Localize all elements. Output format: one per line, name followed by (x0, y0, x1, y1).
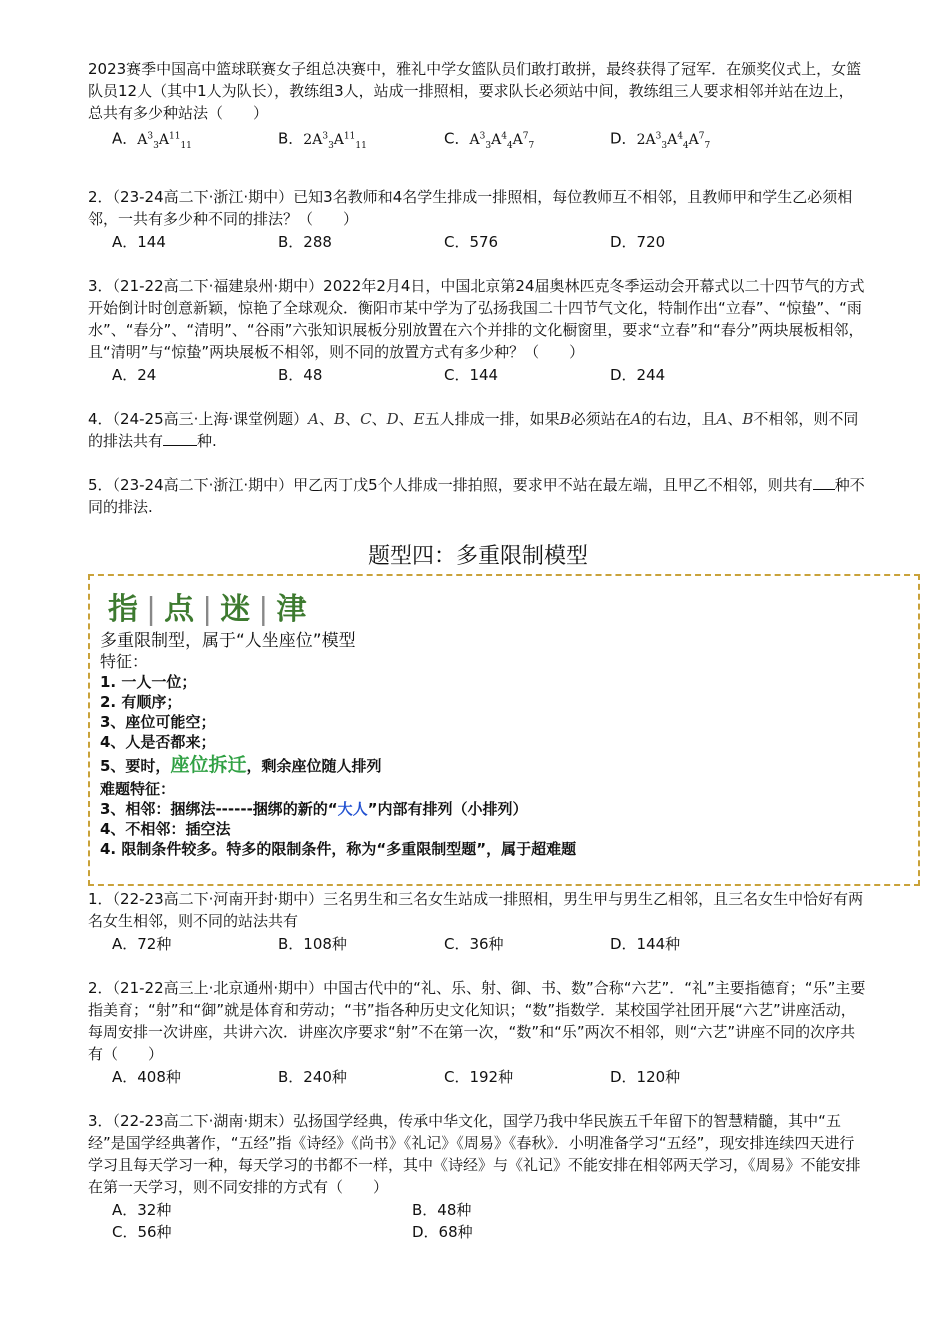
option-b[interactable]: B．48种 (412, 1201, 472, 1219)
option-b[interactable]: B．240种 (278, 1068, 347, 1086)
question-2 (88, 275, 868, 386)
question-area (88, 58, 868, 572)
practice-3 (88, 1110, 868, 1243)
options-row (112, 933, 868, 955)
formula: $2A^3_3A^4_4A^7_7$ (636, 131, 711, 151)
tip-line: 5、要时，座位拆迁，剩余座位随人排列 (100, 754, 382, 776)
question-stem: 2．（23-24高二下·浙江·期中）已知3名教师和4名学生排成一排照相，每位教师互不相邻，且教师甲和学生乙必须相邻，一共有多少种不同的排法？（ ） (88, 188, 853, 229)
option-c[interactable]: C．144 (444, 366, 499, 385)
options-row (112, 125, 868, 156)
answer-blank[interactable] (813, 475, 835, 490)
option-c[interactable]: C．36种 (444, 935, 504, 953)
option-c[interactable]: C．576 (444, 233, 499, 252)
highlight-text: 座位拆迁 (170, 754, 247, 776)
option-b[interactable]: B．$2A^3_3A^{11}_{11}$ (278, 129, 367, 151)
option-d[interactable]: D．$2A^3_3A^4_4A^7_7$ (610, 129, 711, 151)
question-3 (88, 408, 868, 452)
divider: | (258, 592, 271, 627)
question-stem: 2．（21-22高三上·北京通州·期中）中国古代中的“礼、乐、射、御、书、数”合称“六艺”．“礼”主要指德育；“乐”主要指美育；“射”和“御”就是体育和劳动；“书”指各种历史文化知识；“数”指数学．某校国学社团开展“六艺”讲座活动，每周安排一次讲座，共讲六次．讲座次序要求“射”不在第一次，“数”和“乐”两次不相邻，则“六艺”讲座不同的次序共有（ ） (88, 979, 866, 1063)
option-b[interactable]: B．48 (278, 366, 323, 385)
section-title: 题型四：多重限制模型 (367, 544, 588, 570)
options-grid (112, 1199, 868, 1243)
answer-blank[interactable] (163, 431, 197, 446)
tip-line: 多重限制型，属于“人坐座位”模型 (100, 631, 356, 651)
option-b[interactable]: B．288 (278, 233, 332, 252)
tip-line: 2. 有顺序； (100, 693, 182, 711)
tip-line: 难题特征： (100, 780, 176, 798)
options-row (112, 364, 868, 386)
option-b[interactable]: B．108种 (278, 935, 347, 953)
divider: | (146, 592, 159, 627)
highlight-text: 大人 (337, 800, 368, 818)
tip-line: 3、座位可能空； (100, 713, 216, 731)
option-c[interactable]: C．192种 (444, 1068, 514, 1086)
option-c[interactable]: C．56种 (112, 1223, 172, 1241)
question-stem: 4．（24-25高三·上海·课堂例题）A、B、C、D、E五人排成一排，如果B必须站在A的右边，且A、B不相邻，则不同的排法共有 种. (88, 410, 859, 451)
tips-body (100, 630, 576, 859)
tip-line: 4. 限制条件较多。特多的限制条件，称为“多重限制型题”，属于超难题 (100, 840, 577, 858)
question-stem: 1．（22-23高二下·河南开封·期中）三名男生和三名女生站成一排照相，男生甲与男生乙相邻，且三名女生中恰好有两名女生相邻，则不同的站法共有 (88, 890, 864, 930)
practice-area (88, 888, 868, 1243)
option-d[interactable]: D．720 (610, 233, 666, 252)
option-c[interactable]: C．$A^3_3A^4_4A^7_7$ (444, 129, 535, 151)
option-a[interactable]: A．$A^3_3A^{11}_{11}$ (112, 129, 192, 151)
options-row (112, 1066, 868, 1088)
tip-line: 3、相邻：捆绑法------捆绑的新的“大人”内部有排列（小排列） (100, 800, 528, 818)
question-1 (88, 186, 868, 253)
option-d[interactable]: D．68种 (412, 1223, 473, 1241)
option-a[interactable]: A．408种 (112, 1068, 181, 1086)
tip-line: 特征： (100, 652, 149, 671)
question-stem: 2023赛季中国高中篮球联赛女子组总决赛中，雅礼中学女篮队员们敢打敢拼，最终获得了冠军．在颁奖仪式上，女篮队员12人（其中1人为队长），教练组3人，站成一排照相，要求队长必须站中间，教练组三人要求相邻并站在边上，总共有多少种站法（ ） (88, 60, 862, 122)
option-d[interactable]: D．144种 (610, 935, 681, 953)
option-a[interactable]: A．144 (112, 233, 166, 252)
option-a[interactable]: A．72种 (112, 935, 172, 953)
question-stem: 3．（22-23高二下·湖南·期末）弘扬国学经典，传承中华文化，国学乃我中华民族五千年留下的智慧精髓，其中“五经”是国学经典著作，“五经”指《诗经》《尚书》《礼记》《周易》《春秋》．小明准备学习“五经”，现安排连续四天进行学习且每天学习一种，每天学习的书都不一样，其中《诗经》与《礼记》不能安排在相邻两天学习，《周易》不能安排在第一天学习，则不同安排的方式有（ ） (88, 1112, 861, 1196)
option-a[interactable]: A．32种 (112, 1201, 172, 1219)
formula: $A^3_3A^4_4A^7_7$ (469, 131, 535, 151)
option-d[interactable]: D．120种 (610, 1068, 681, 1086)
practice-1 (88, 888, 868, 955)
question-4 (88, 474, 868, 518)
question-stem: 5．（23-24高二下·浙江·期中）甲乙丙丁戊5个人排成一排拍照，要求甲不站在最左端，且甲乙不相邻，则共有 种不同的排法. (88, 476, 865, 517)
option-d[interactable]: D．244 (610, 366, 666, 385)
divider: | (202, 592, 215, 627)
option-a[interactable]: A．24 (112, 366, 157, 385)
formula: $2A^3_3A^{11}_{11}$ (303, 131, 367, 151)
tips-box (88, 574, 920, 886)
question-stem: 3．（21-22高二下·福建泉州·期中）2022年2月4日，中国北京第24届奥林匹克冬季运动会开幕式以二十四节气的方式开始倒计时创意新颖，惊艳了全球观众．衡阳市某中学为了弘扬我国二十四节气文化，特制作出“立春”、“惊蛰”、“雨水”、“春分”、“清明”、“谷雨”六张知识展板分别放置在六个并排的文化橱窗里，要求“立春”和“春分”两块展板相邻，且“清明”与“惊蛰”两块展板不相邻，则不同的放置方式有多少种？（ ） (88, 277, 865, 362)
options-row (112, 231, 868, 253)
tips-header: 指 | 点 | 迷 | 津 (108, 592, 309, 627)
question-0 (88, 58, 868, 156)
tip-line: 4、人是否都来； (100, 733, 216, 751)
formula: $A^3_3A^{11}_{11}$ (137, 131, 192, 151)
tip-line: 4、不相邻：插空法 (100, 820, 231, 838)
practice-2 (88, 977, 868, 1088)
tip-line: 1. 一人一位； (100, 673, 197, 691)
